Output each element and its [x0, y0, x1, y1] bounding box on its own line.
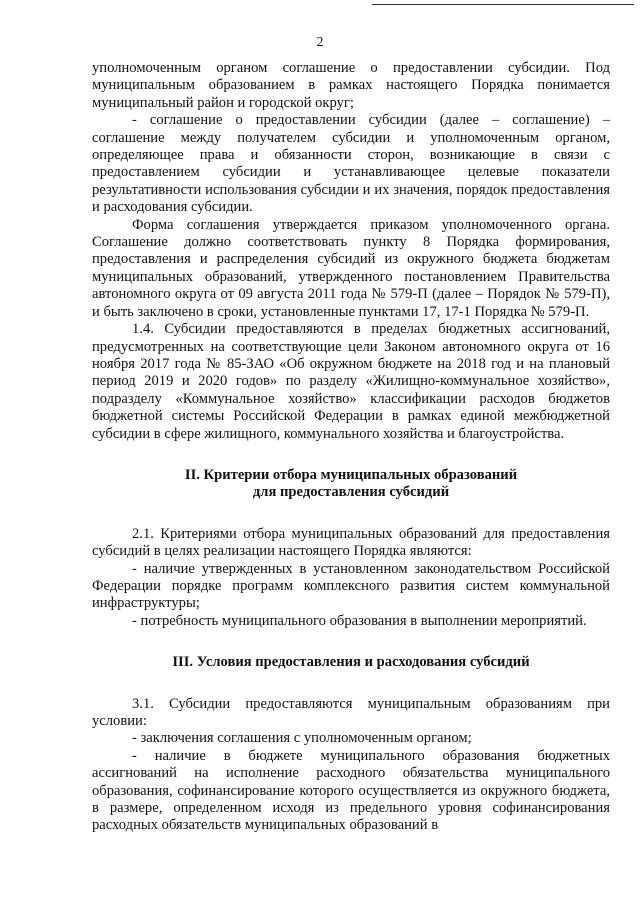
paragraph-agreement-definition: - соглашение о предоставлении субсидии (далее – соглашение) – соглашение между получателем субсидии и уполномоченным органом, определяющее права и обязанности сторон, возникающие в связи с предоставлением субсидии и устанавливающее целевые показатели результативности использования субсидии и их значения, порядок предоставления и расходования субсидии. [92, 112, 610, 216]
paragraph-continuation: уполномоченным органом соглашение о предоставлении субсидии. Под муниципальным образованием в рамках настоящего Порядка понимается муниципальный район и городской округ; [92, 60, 610, 111]
section-3-title: III. Условия предоставления и расходования субсидий [172, 654, 530, 671]
paragraph-condition-agreement: - заключения соглашения с уполномоченным органом; [132, 730, 472, 747]
paragraph-2-1: 2.1. Критериями отбора муниципальных образований для предоставления субсидий в целях реализации настоящего Порядка являются: [92, 525, 610, 560]
document-body [92, 60, 610, 835]
page-number: 2 [316, 35, 324, 50]
paragraph-3-1: 3.1. Субсидии предоставляются муниципальным образованиям при условии: [92, 695, 610, 729]
section-2-title-line-2: для предоставления субсидий [252, 484, 450, 501]
section-2-title-line-1: II. Критерии отбора муниципальных образований [184, 466, 518, 483]
top-border-line [372, 4, 634, 5]
paragraph-agreement-form: Форма соглашения утверждается приказом уполномоченного органа. Соглашение должно соответствовать пункту 8 Порядка формирования, предоставления и распределения субсидий из окружного бюджета бюджетам муниципальных образований, утвержденного постановлением Правительства автономного округа от 09 августа 2011 года № 579-П (далее – Порядок № 579-П), и быть заключено в сроки, установленные пунктами 17, 17-1 Порядка № 579-П. [92, 216, 610, 320]
paragraph-criterion-programs: - наличие утвержденных в установленном законодательством Российской Федерации порядке программ комплексного развития систем коммунальной инфраструктуры; [92, 560, 610, 612]
paragraph-1-4: 1.4. Субсидии предоставляются в пределах бюджетных ассигнований, предусмотренных на соответствующие цели Законом автономного округа от 16 ноября 2017 года № 85-ЗАО «Об окружном бюджете на 2018 год и на плановый период 2019 и 2020 годов» по разделу «Жилищно-коммунальное хозяйство», подразделу «Коммунальное хозяйство» классификации расходов бюджетов бюджетной системы Российской Федерации в рамках единой межбюджетной субсидии в сфере жилищного, коммунального хозяйства и благоустройства. [92, 321, 610, 442]
paragraph-criterion-need: - потребность муниципального образования в выполнении мероприятий. [132, 612, 587, 629]
paragraph-condition-budget: - наличие в бюджете муниципального образования бюджетных ассигнований на исполнение расходного обязательства муниципального образования, софинансирование которого осуществляется из окружного бюджета, в размере, определенном исходя из предельного уровня софинансирования расходных обязательств муниципальных образований в [92, 747, 610, 834]
